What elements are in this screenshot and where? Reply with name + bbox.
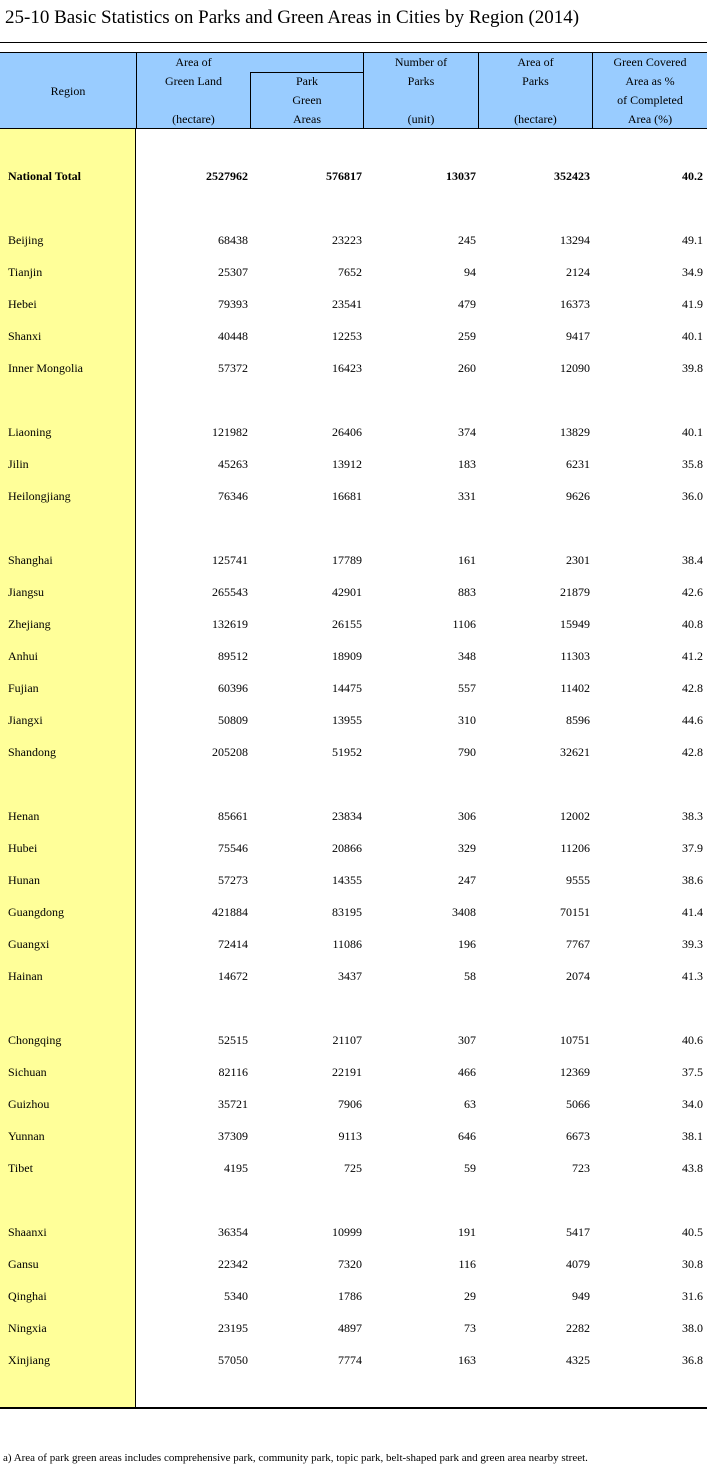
region-name: Qinghai [8, 1289, 47, 1303]
table-row [0, 1126, 707, 1146]
table-row [0, 966, 707, 986]
region-name: Jiangxi [8, 713, 43, 727]
cell-area-parks: 13294 [560, 233, 590, 247]
cell-park-green: 51952 [332, 745, 362, 759]
header-area-parks-unit: (hectare) [514, 112, 557, 126]
cell-green-land: 25307 [218, 265, 248, 279]
cell-green-land: 75546 [218, 841, 248, 855]
cell-green-land: 76346 [218, 489, 248, 503]
cell-num-parks: 63 [464, 1097, 476, 1111]
region-name: Fujian [8, 681, 39, 695]
region-name: Shandong [8, 745, 56, 759]
table-row [0, 838, 707, 858]
cell-area-parks: 4079 [566, 1257, 590, 1271]
cell-green-pct: 39.8 [682, 361, 703, 375]
cell-park-green: 23834 [332, 809, 362, 823]
cell-area-parks: 16373 [560, 297, 590, 311]
table-row [0, 934, 707, 954]
cell-green-pct: 41.4 [682, 905, 703, 919]
cell-green-pct: 35.8 [682, 457, 703, 471]
cell-num-parks: 259 [458, 329, 476, 343]
cell-area-parks: 2301 [566, 553, 590, 567]
table-row [0, 646, 707, 666]
cell-green-pct: 38.1 [682, 1129, 703, 1143]
cell-num-parks: 883 [458, 585, 476, 599]
cell-park-green: 26155 [332, 617, 362, 631]
cell-num-parks: 59 [464, 1161, 476, 1175]
table-row [0, 1030, 707, 1050]
cell-num-parks: 557 [458, 681, 476, 695]
region-name: Hunan [8, 873, 40, 887]
cell-num-parks: 1106 [452, 617, 476, 631]
cell-num-parks: 306 [458, 809, 476, 823]
table-row [0, 742, 707, 762]
table-row [0, 230, 707, 250]
header-num-parks-1: Number of [394, 55, 448, 69]
cell-area-parks: 12090 [560, 361, 590, 375]
table-row [0, 358, 707, 378]
table-row [0, 582, 707, 602]
region-name: Jiangsu [8, 585, 44, 599]
cell-green-pct: 42.6 [682, 585, 703, 599]
cell-area-parks: 13829 [560, 425, 590, 439]
cell-green-land: 2527962 [206, 169, 248, 183]
cell-area-parks: 32621 [560, 745, 590, 759]
cell-green-pct: 40.5 [682, 1225, 703, 1239]
cell-green-pct: 36.0 [682, 489, 703, 503]
table-row [0, 1286, 707, 1306]
cell-green-pct: 39.3 [682, 937, 703, 951]
region-name: Shanxi [8, 329, 42, 343]
header-region: Region [50, 84, 86, 98]
cell-green-pct: 36.8 [682, 1353, 703, 1367]
cell-park-green: 83195 [332, 905, 362, 919]
cell-park-green: 11086 [332, 937, 362, 951]
cell-green-pct: 31.6 [682, 1289, 703, 1303]
cell-green-land: 72414 [218, 937, 248, 951]
region-name: Liaoning [8, 425, 52, 439]
cell-area-parks: 12369 [560, 1065, 590, 1079]
header-park-green-1: Park [296, 74, 318, 88]
cell-park-green: 14355 [332, 873, 362, 887]
cell-area-parks: 11303 [560, 649, 590, 663]
cell-green-land: 265543 [212, 585, 248, 599]
cell-green-land: 205208 [212, 745, 248, 759]
cell-park-green: 16681 [332, 489, 362, 503]
cell-park-green: 16423 [332, 361, 362, 375]
table-row [0, 550, 707, 570]
cell-park-green: 9113 [338, 1129, 362, 1143]
cell-green-pct: 49.1 [682, 233, 703, 247]
bottom-rule [0, 1407, 707, 1409]
cell-green-pct: 40.8 [682, 617, 703, 631]
cell-park-green: 26406 [332, 425, 362, 439]
cell-green-pct: 44.6 [682, 713, 703, 727]
cell-green-land: 79393 [218, 297, 248, 311]
cell-green-pct: 38.6 [682, 873, 703, 887]
cell-num-parks: 247 [458, 873, 476, 887]
cell-green-pct: 42.8 [682, 745, 703, 759]
cell-green-land: 45263 [218, 457, 248, 471]
header-green-land-unit: (hectare) [172, 112, 215, 126]
cell-park-green: 725 [344, 1161, 362, 1175]
region-name: Heilongjiang [8, 489, 71, 503]
cell-green-land: 4195 [224, 1161, 248, 1175]
region-name: Inner Mongolia [8, 361, 83, 375]
table-row [0, 806, 707, 826]
header-num-parks-unit: (unit) [407, 112, 435, 126]
header-green-pct-3: of Completed [617, 93, 683, 107]
cell-area-parks: 2124 [566, 265, 590, 279]
cell-green-pct: 34.9 [682, 265, 703, 279]
cell-num-parks: 73 [464, 1321, 476, 1335]
table-row [0, 1062, 707, 1082]
cell-area-parks: 6231 [566, 457, 590, 471]
region-name: Jilin [8, 457, 29, 471]
table-row [0, 1254, 707, 1274]
cell-green-land: 5340 [224, 1289, 248, 1303]
cell-park-green: 18909 [332, 649, 362, 663]
cell-park-green: 7652 [338, 265, 362, 279]
cell-area-parks: 2282 [566, 1321, 590, 1335]
region-name: Sichuan [8, 1065, 47, 1079]
cell-green-pct: 40.1 [682, 425, 703, 439]
header-area-parks-1: Area of [517, 55, 554, 69]
table-row [0, 710, 707, 730]
cell-green-land: 132619 [212, 617, 248, 631]
table-header [0, 52, 707, 129]
cell-green-land: 40448 [218, 329, 248, 343]
cell-num-parks: 13037 [446, 169, 476, 183]
cell-green-pct: 43.8 [682, 1161, 703, 1175]
region-name: Tibet [8, 1161, 33, 1175]
cell-area-parks: 8596 [566, 713, 590, 727]
region-column [0, 129, 136, 1408]
table-row [0, 902, 707, 922]
cell-area-parks: 9417 [566, 329, 590, 343]
region-name: Xinjiang [8, 1353, 50, 1367]
cell-green-pct: 38.0 [682, 1321, 703, 1335]
table-row-total [0, 166, 707, 186]
cell-green-pct: 40.1 [682, 329, 703, 343]
region-name: Hubei [8, 841, 38, 855]
header-num-parks-2: Parks [407, 74, 435, 88]
cell-num-parks: 331 [458, 489, 476, 503]
cell-green-land: 22342 [218, 1257, 248, 1271]
cell-num-parks: 790 [458, 745, 476, 759]
header-park-green-3: Areas [293, 112, 321, 126]
region-name: Hebei [8, 297, 37, 311]
cell-num-parks: 183 [458, 457, 476, 471]
cell-green-land: 68438 [218, 233, 248, 247]
table-row [0, 294, 707, 314]
region-name: Hainan [8, 969, 43, 983]
cell-park-green: 3437 [338, 969, 362, 983]
cell-num-parks: 329 [458, 841, 476, 855]
cell-park-green: 42901 [332, 585, 362, 599]
table-row [0, 326, 707, 346]
region-name: Tianjin [8, 265, 43, 279]
cell-num-parks: 374 [458, 425, 476, 439]
cell-area-parks: 7767 [566, 937, 590, 951]
cell-num-parks: 348 [458, 649, 476, 663]
cell-area-parks: 70151 [560, 905, 590, 919]
cell-park-green: 23541 [332, 297, 362, 311]
cell-num-parks: 466 [458, 1065, 476, 1079]
region-name: Ningxia [8, 1321, 47, 1335]
cell-num-parks: 646 [458, 1129, 476, 1143]
table-row [0, 454, 707, 474]
cell-green-land: 125741 [212, 553, 248, 567]
cell-area-parks: 6673 [566, 1129, 590, 1143]
cell-park-green: 576817 [326, 169, 362, 183]
cell-green-pct: 38.3 [682, 809, 703, 823]
cell-area-parks: 9555 [566, 873, 590, 887]
table-row [0, 1158, 707, 1178]
header-green-pct-4: Area (%) [627, 112, 673, 126]
cell-park-green: 1786 [338, 1289, 362, 1303]
cell-num-parks: 245 [458, 233, 476, 247]
region-name: Gansu [8, 1257, 39, 1271]
cell-num-parks: 196 [458, 937, 476, 951]
cell-green-pct: 37.9 [682, 841, 703, 855]
cell-park-green: 7774 [338, 1353, 362, 1367]
header-green-land-2: Green Land [165, 74, 222, 88]
header-park-green-2: Green [292, 93, 322, 107]
cell-park-green: 7906 [338, 1097, 362, 1111]
cell-green-land: 121982 [212, 425, 248, 439]
region-name: Shaanxi [8, 1225, 47, 1239]
table-row [0, 1222, 707, 1242]
cell-green-land: 35721 [218, 1097, 248, 1111]
table-row [0, 614, 707, 634]
cell-park-green: 20866 [332, 841, 362, 855]
region-name: Anhui [8, 649, 38, 663]
top-rule [0, 42, 707, 43]
cell-green-land: 23195 [218, 1321, 248, 1335]
cell-area-parks: 723 [572, 1161, 590, 1175]
cell-area-parks: 949 [572, 1289, 590, 1303]
cell-green-pct: 40.2 [682, 169, 703, 183]
cell-num-parks: 191 [458, 1225, 476, 1239]
cell-green-pct: 41.9 [682, 297, 703, 311]
cell-num-parks: 3408 [452, 905, 476, 919]
region-name: National Total [8, 169, 82, 183]
cell-green-land: 36354 [218, 1225, 248, 1239]
cell-area-parks: 4325 [566, 1353, 590, 1367]
cell-area-parks: 2074 [566, 969, 590, 983]
cell-green-land: 421884 [212, 905, 248, 919]
cell-park-green: 17789 [332, 553, 362, 567]
cell-green-land: 37309 [218, 1129, 248, 1143]
cell-green-land: 57372 [218, 361, 248, 375]
region-name: Henan [8, 809, 40, 823]
region-name: Guangdong [8, 905, 64, 919]
region-name: Guizhou [8, 1097, 50, 1111]
cell-num-parks: 479 [458, 297, 476, 311]
cell-num-parks: 116 [458, 1257, 476, 1271]
page-title: 25-10 Basic Statistics on Parks and Green Areas in Cities by Region (2014) [5, 7, 580, 28]
cell-green-land: 85661 [218, 809, 248, 823]
cell-green-pct: 41.3 [682, 969, 703, 983]
cell-green-pct: 42.8 [682, 681, 703, 695]
cell-park-green: 4897 [338, 1321, 362, 1335]
cell-num-parks: 163 [458, 1353, 476, 1367]
cell-green-land: 50809 [218, 713, 248, 727]
table-row [0, 678, 707, 698]
cell-green-pct: 30.8 [682, 1257, 703, 1271]
cell-park-green: 21107 [332, 1033, 362, 1047]
cell-area-parks: 11206 [560, 841, 590, 855]
cell-green-land: 60396 [218, 681, 248, 695]
cell-area-parks: 15949 [560, 617, 590, 631]
cell-area-parks: 5417 [566, 1225, 590, 1239]
table-row [0, 1318, 707, 1338]
header-green-pct-1: Green Covered [613, 55, 687, 69]
cell-park-green: 23223 [332, 233, 362, 247]
cell-green-land: 14672 [218, 969, 248, 983]
region-name: Guangxi [8, 937, 50, 951]
cell-area-parks: 11402 [560, 681, 590, 695]
cell-green-land: 52515 [218, 1033, 248, 1047]
region-name: Chongqing [8, 1033, 62, 1047]
cell-park-green: 7320 [338, 1257, 362, 1271]
cell-green-pct: 37.5 [682, 1065, 703, 1079]
cell-park-green: 14475 [332, 681, 362, 695]
cell-area-parks: 5066 [566, 1097, 590, 1111]
table-row [0, 1350, 707, 1370]
cell-green-land: 57050 [218, 1353, 248, 1367]
header-green-land-1: Area of [175, 55, 212, 69]
region-name: Shanghai [8, 553, 53, 567]
cell-green-pct: 41.2 [682, 649, 703, 663]
cell-park-green: 22191 [332, 1065, 362, 1079]
cell-green-pct: 38.4 [682, 553, 703, 567]
cell-green-land: 82116 [218, 1065, 248, 1079]
cell-area-parks: 10751 [560, 1033, 590, 1047]
table-row [0, 422, 707, 442]
table-row [0, 1094, 707, 1114]
cell-park-green: 10999 [332, 1225, 362, 1239]
cell-park-green: 13955 [332, 713, 362, 727]
cell-num-parks: 94 [464, 265, 476, 279]
header-area-parks-2: Parks [522, 74, 549, 88]
cell-num-parks: 161 [458, 553, 476, 567]
cell-green-land: 89512 [218, 649, 248, 663]
cell-num-parks: 29 [464, 1289, 476, 1303]
cell-area-parks: 9626 [566, 489, 590, 503]
region-name: Zhejiang [8, 617, 51, 631]
cell-green-pct: 34.0 [682, 1097, 703, 1111]
footnote: a) Area of park green areas includes comprehensive park, community park, topic park, belt-shaped park and green area nearby street. [3, 1452, 588, 1464]
cell-num-parks: 58 [464, 969, 476, 983]
table-row [0, 870, 707, 890]
region-name: Yunnan [8, 1129, 45, 1143]
cell-num-parks: 260 [458, 361, 476, 375]
cell-park-green: 13912 [332, 457, 362, 471]
cell-park-green: 12253 [332, 329, 362, 343]
cell-area-parks: 12002 [560, 809, 590, 823]
table-row [0, 262, 707, 282]
cell-num-parks: 307 [458, 1033, 476, 1047]
region-name: Beijing [8, 233, 44, 247]
table-row [0, 486, 707, 506]
cell-green-land: 57273 [218, 873, 248, 887]
header-green-pct-2: Area as % [625, 74, 675, 88]
cell-area-parks: 352423 [554, 169, 590, 183]
cell-num-parks: 310 [458, 713, 476, 727]
cell-green-pct: 40.6 [682, 1033, 703, 1047]
cell-area-parks: 21879 [560, 585, 590, 599]
